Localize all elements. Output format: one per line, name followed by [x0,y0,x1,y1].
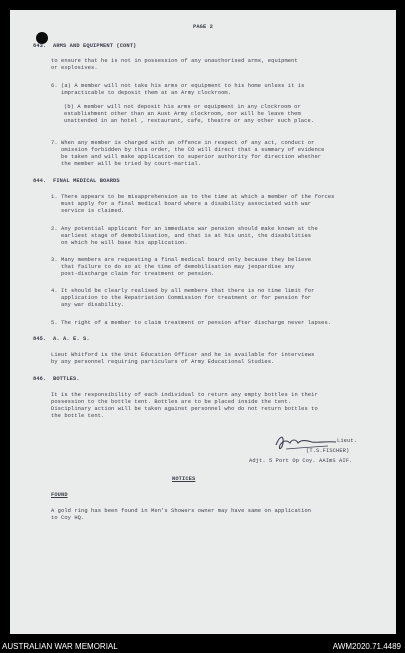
text-line: Adjt. 5 Port Op Coy. AAImS AIF. [249,458,353,464]
text-line: omission forbidden by this order, the CO will direct that a summary of evidence [51,147,325,153]
page-header: PAGE 2 [192,24,213,30]
text-line: to Coy HQ. [51,515,85,521]
text-line: any war disability. [51,302,125,308]
footer-source: AUSTRALIAN WAR MEMORIAL [2,642,118,651]
section-heading: 843. ARMS AND EQUIPMENT (CONT) [33,43,137,49]
text-line: Disciplinary action will be taken against personnel who do not return bottles to [51,406,318,412]
text-line: Lieut Whitford is the Unit Education Officer and he is available for interviews [51,352,315,358]
text-line: 3. Many members are requesting a final medical board only because they believe [51,257,312,263]
text-line: A gold ring has been found in Men's Showers owner may have same on application [51,508,312,514]
footer-accession-number: AWM2020.71.4489 [332,642,401,651]
text-line: earliest stage of demobilisation, and that is at his unit, the disabilities [51,233,312,239]
text-line: must apply for a final medical board where a disability associated with war [51,201,312,207]
section-heading: FOUND [51,492,68,498]
text-line: or explosives. [51,65,98,71]
text-line: that failure to do so at the time of demobilisation may jeopardise any [51,264,295,270]
signature [272,431,340,455]
text-line: 1. There appears to be misapprehension as to the time at which a member of the forces [51,194,335,200]
text-line: the bottle tent. [51,413,105,419]
text-line: to ensure that he is not in possession of any unauthorised arms, equipment [51,58,298,64]
text-line: impracticable to deposit them at an Army clockroom. [51,90,232,96]
section-heading: 844. FINAL MEDICAL BOARDS [33,178,120,184]
text-line: 2. Any potential applicant for an immediate war pension should make known at the [51,226,318,232]
text-line: Lieut. [337,438,358,444]
text-line: It is the responsibility of each individual to return any empty bottles in their [51,392,318,398]
section-heading: 845. A. A. E. S. [33,336,90,342]
section-heading: 846. BOTTLES. [33,376,80,382]
text-line: the member will be tried by court-martial. [51,161,202,167]
text-line: (T.S.FISCHER) [306,448,350,454]
text-line: 5. The right of a member to claim treatment or pension after discharge never lapses. [51,320,332,326]
text-line: 7. When any member is charged with an offence in respect of any act, conduct or [51,140,315,146]
text-line: be taken and will make application to superior authority for direction whether [51,154,322,160]
text-line: service is claimed. [51,208,125,214]
section-heading: NOTICES [172,476,196,482]
text-line: establishment other than an Aust Army clockroom, nor will he leave them [64,111,301,117]
text-line: post-discharge claim for treatment or pension. [51,271,215,277]
text-line: 6. (a) A member will not take his arms or equipment to his home unless it is [51,83,305,89]
text-line: by any personnel requiring particulars of Army Educational Studies. [51,359,275,365]
archive-footer [0,641,405,653]
text-line: (b) A member will not deposit his arms or equipment in any clockroom or [64,104,301,110]
document-page [10,10,396,634]
text-line: unattended in an hotel , restaurant, cafe, theatre or any other such place. [64,118,315,124]
text-line: on which he will base his application. [51,240,188,246]
text-line: possession to the bottle tent. Bottles are to be placed inside the tent. [51,399,292,405]
text-line: 4. It should be clearly realised by all members that there is no time limit for [51,288,315,294]
text-line: application to the Repatriation Commission for treatment or for pension for [51,295,312,301]
